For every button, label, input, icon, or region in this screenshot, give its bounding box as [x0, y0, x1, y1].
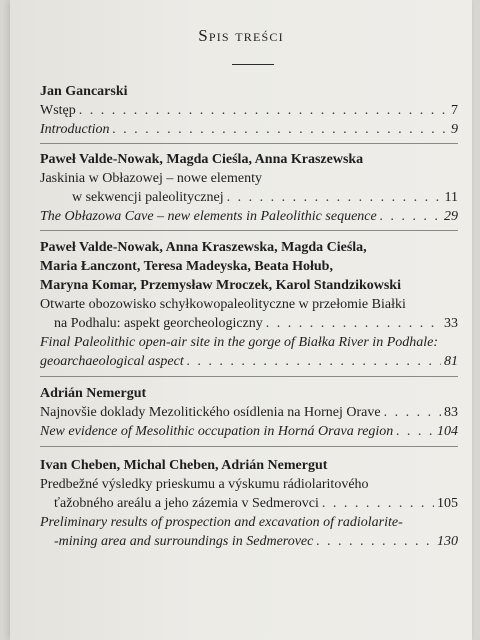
toc-entry-line[interactable]: Otwarte obozowisko schyłkowopaleolityczne w przełomie Białki — [40, 297, 406, 312]
section-divider — [40, 143, 458, 144]
leader-dots — [187, 352, 441, 371]
toc-entry[interactable]: w sekwencji paleolitycznej . . . 11 — [40, 188, 458, 207]
book-page — [10, 0, 472, 640]
toc-entry[interactable]: -mining area and surroundings in Sedmerovec . . . 130 — [40, 532, 458, 551]
toc-entry-line[interactable]: Jaskinia w Obłazowej – nowe elementy — [40, 171, 262, 186]
section-authors: Maria Łanczont, Teresa Madeyska, Beata Hołub, — [40, 259, 333, 274]
toc-section-3 — [40, 238, 458, 371]
toc-section-2 — [40, 150, 458, 226]
toc-entry[interactable]: New evidence of Mesolithic occupation in Horná Orava region . . . 104 — [40, 422, 458, 441]
page-number: 9 — [451, 122, 458, 137]
leader-dots — [384, 403, 441, 422]
leader-dots — [380, 207, 441, 226]
section-divider — [40, 446, 458, 447]
toc-section-5 — [40, 456, 458, 551]
page-number: 7 — [451, 103, 458, 118]
page-number: 29 — [444, 209, 458, 224]
toc-entry-line[interactable]: Preliminary results of prospection and excavation of radiolarite- — [40, 515, 403, 530]
leader-dots — [316, 532, 434, 551]
section-authors: Adrián Nemergut — [40, 386, 147, 401]
toc-entry[interactable]: Najnovšie doklady Mezolitického osídlenia na Hornej Orave . . . 83 — [40, 403, 458, 422]
leader-dots — [322, 494, 434, 513]
section-authors: Maryna Komar, Przemysław Mroczek, Karol Standzikowski — [40, 278, 401, 293]
leader-dots — [396, 422, 434, 441]
toc-entry[interactable]: na Podhalu: aspekt georcheologiczny . . . 33 — [40, 314, 458, 333]
section-authors: Jan Gancarski — [40, 84, 128, 99]
leader-dots — [112, 120, 448, 139]
toc-entry-line[interactable]: Final Paleolithic open-air site in the gorge of Białka River in Podhale: — [40, 335, 439, 350]
toc-entry-line[interactable]: Predbežné výsledky prieskumu a výskumu rádiolaritového — [40, 477, 369, 492]
section-authors: Paweł Valde-Nowak, Anna Kraszewska, Magda Cieśla, — [40, 240, 367, 255]
section-authors: Ivan Cheben, Michal Cheben, Adrián Nemergut — [40, 458, 328, 473]
toc-entry[interactable]: The Obłazowa Cave – new elements in Paleolithic sequence . . . 29 — [40, 207, 458, 226]
toc-entry[interactable]: Wstęp . . . 7 — [40, 101, 458, 120]
title-rule — [232, 64, 274, 65]
page-title: Spis treści — [198, 26, 284, 45]
page-number: 104 — [437, 424, 458, 439]
page-number: 11 — [444, 190, 458, 205]
toc-entry[interactable]: geoarchaeological aspect . . . 81 — [40, 352, 458, 371]
section-divider — [40, 376, 458, 377]
page-number: 130 — [437, 534, 458, 549]
leader-dots — [266, 314, 441, 333]
page-number: 81 — [444, 354, 458, 369]
leader-dots — [227, 188, 442, 207]
section-divider — [40, 230, 458, 231]
toc-entry[interactable]: ťažobného areálu a jeho zázemia v Sedmerovci . . . 105 — [40, 494, 458, 513]
toc-entry[interactable]: Introduction . . . 9 — [40, 120, 458, 139]
page-number: 105 — [437, 496, 458, 511]
page-number: 83 — [444, 405, 458, 420]
toc-section-4 — [40, 384, 458, 441]
leader-dots — [79, 101, 448, 120]
section-authors: Paweł Valde-Nowak, Magda Cieśla, Anna Kraszewska — [40, 152, 364, 167]
page-number: 33 — [444, 316, 458, 331]
toc-section-1 — [40, 82, 458, 139]
